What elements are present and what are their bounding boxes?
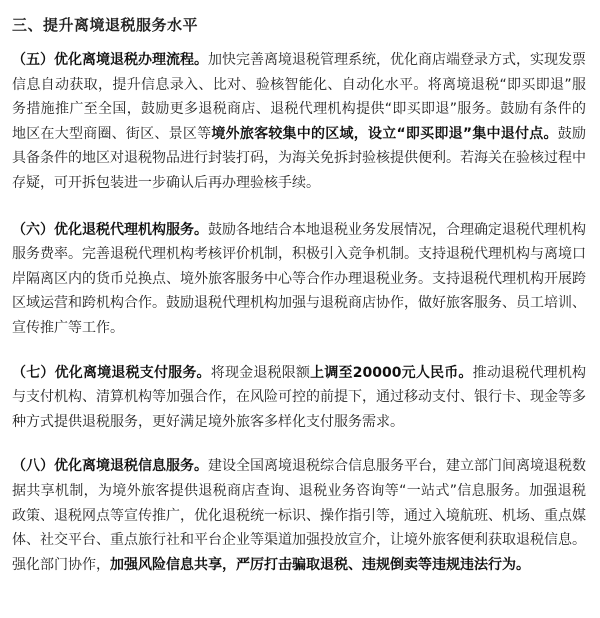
- paragraph-item-6: [12, 218, 586, 341]
- item-7-emphasis: 上调至20000元人民币。: [310, 364, 473, 381]
- item-8-heading: （八）优化离境退税信息服务。: [12, 458, 208, 475]
- paragraph-item-5: [12, 48, 586, 196]
- item-8-text: 建设全国离境退税综合信息服务平台，建立部门间离境退税数据共享机制，为境外旅客提供退税商店查询、退税业务咨询等“一站式”信息服务。加强退税政策、退税网点等宣传推广，优化退税统一标识、操作指引等，通过入境航班、机场、重点媒体、社交平台、重点旅行社和平台企业等渠道加强投放宣介，让境外旅客便利获取退税信息。强化部门协作，: [12, 458, 586, 573]
- item-8-emphasis: 加强风险信息共享，严厉打击骗取退税、违规倒卖等违规违法行为。: [110, 556, 530, 573]
- item-7-heading: （七）优化离境退税支付服务。: [12, 364, 211, 381]
- section-title: 三、提升离境退税服务水平: [12, 16, 199, 34]
- item-5-text-1: 加快完善离境退税管理系统，优化商店端登录方式，实现发票信息自动获取，提升信息录入、比对、验核智能化、自动化水平。将离境退税“即买即退”服务措施推广至全国，鼓励更多退税商店、退税代理机构提供“即买即退”服务。鼓励有条件的地区在大型商圈、街区、景区等: [12, 52, 586, 142]
- paragraph-item-7: [12, 361, 586, 435]
- item-5-heading: （五）优化离境退税办理流程。: [12, 52, 208, 68]
- item-7-text-2: 推动退税代理机构与支付机构、清算机构等加强合作，在风险可控的前提下，通过移动支付、银行卡、现金等多种方式提供退税服务，更好满足境外旅客多样化支付服务需求。: [12, 364, 587, 430]
- item-5-emphasis: 境外旅客较集中的区域，设立“即买即退”集中退付点。: [211, 125, 558, 142]
- item-5-text-2: 鼓励具备条件的地区对退税物品进行封装打码，为海关免拆封验核提供便利。若海关在验核过程中存疑，可开拆包装进一步确认后再办理验核手续。: [12, 125, 587, 191]
- item-6-heading: （六）优化退税代理机构服务。: [12, 221, 208, 238]
- item-6-text: 鼓励各地结合本地退税业务发展情况，合理确定退税代理机构服务费率。完善退税代理机构考核评价机制，积极引入竞争机制。支持退税代理机构与离境口岸隔离区内的货币兑换点、境外旅客服务中心等合作办理退税业务。支持退税代理机构开展跨区域运营和跨机构合作。鼓励退税代理机构加强与退税商店协作，做好旅客服务、员工培训、宣传推广等工作。: [12, 221, 586, 336]
- item-7-text-1: 将现金退税限额: [210, 364, 311, 381]
- paragraph-item-8: [12, 454, 586, 577]
